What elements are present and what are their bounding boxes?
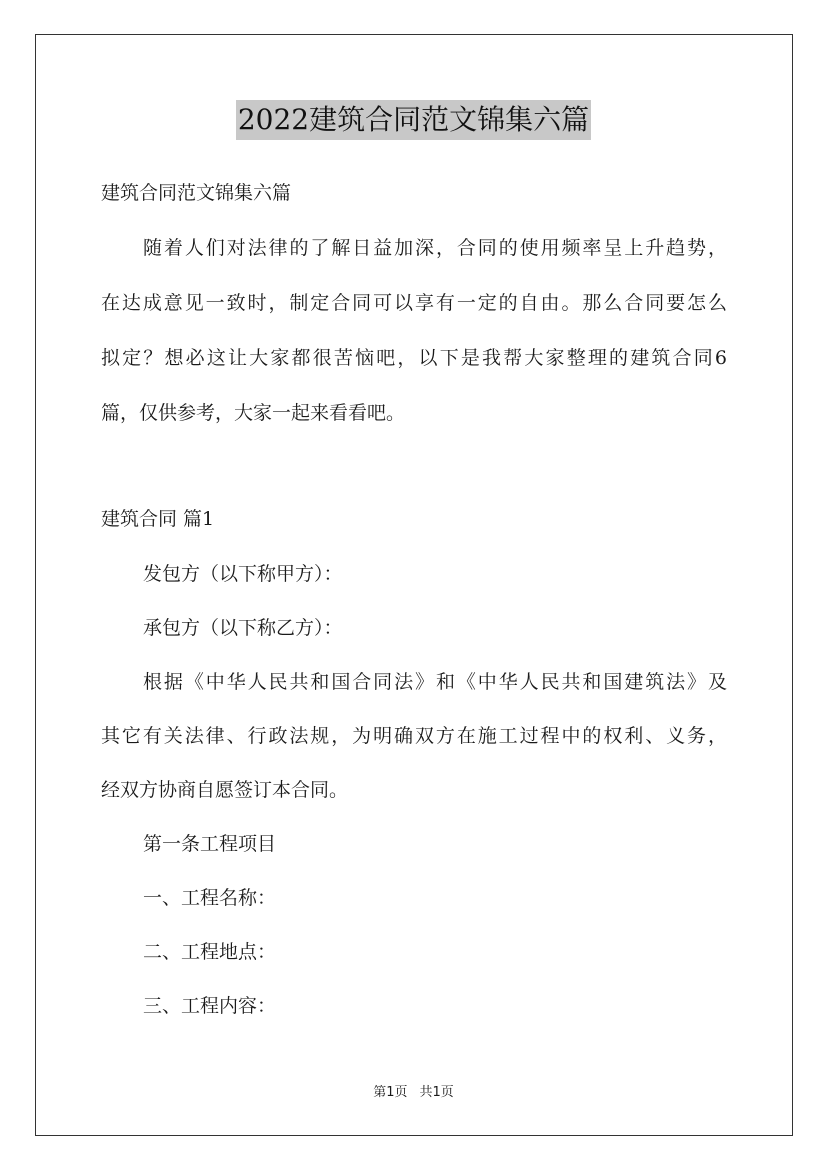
document-subtitle: 建筑合同范文锦集六篇 [101, 182, 292, 204]
party-b-line: 承包方（以下称乙方）： [143, 617, 343, 639]
intro-line-2: 在达成意见一致时，制定合同可以享有一定的自由。那么合同要怎么 [101, 292, 727, 314]
title-container [0, 100, 827, 140]
basis-line-1: 根据《中华人民共和国合同法》和《中华人民共和国建筑法》及 [143, 671, 727, 693]
page-number-total: 共1页 [419, 1085, 454, 1100]
section-heading: 建筑合同 篇1 [101, 508, 215, 530]
item-project-name: 一、工程名称： [143, 887, 277, 909]
document-title: 2022建筑合同范文锦集六篇 [236, 100, 591, 140]
page-footer [0, 1084, 827, 1102]
item-project-content: 三、工程内容： [143, 995, 277, 1017]
intro-line-1: 随着人们对法律的了解日益加深，合同的使用频率呈上升趋势， [143, 237, 727, 259]
intro-line-4: 篇，仅供参考，大家一起来看看吧。 [101, 402, 406, 424]
intro-line-3: 拟定？想必这让大家都很苦恼吧，以下是我帮大家整理的建筑合同6 [101, 347, 727, 369]
item-project-location: 二、工程地点： [143, 941, 277, 963]
page-number-current: 第1页 [373, 1085, 408, 1100]
article-one-heading: 第一条工程项目 [143, 833, 277, 855]
basis-line-2: 其它有关法律、行政法规，为明确双方在施工过程中的权利、义务， [101, 725, 727, 747]
party-a-line: 发包方（以下称甲方）： [143, 563, 343, 585]
basis-line-3: 经双方协商自愿签订本合同。 [101, 779, 349, 801]
